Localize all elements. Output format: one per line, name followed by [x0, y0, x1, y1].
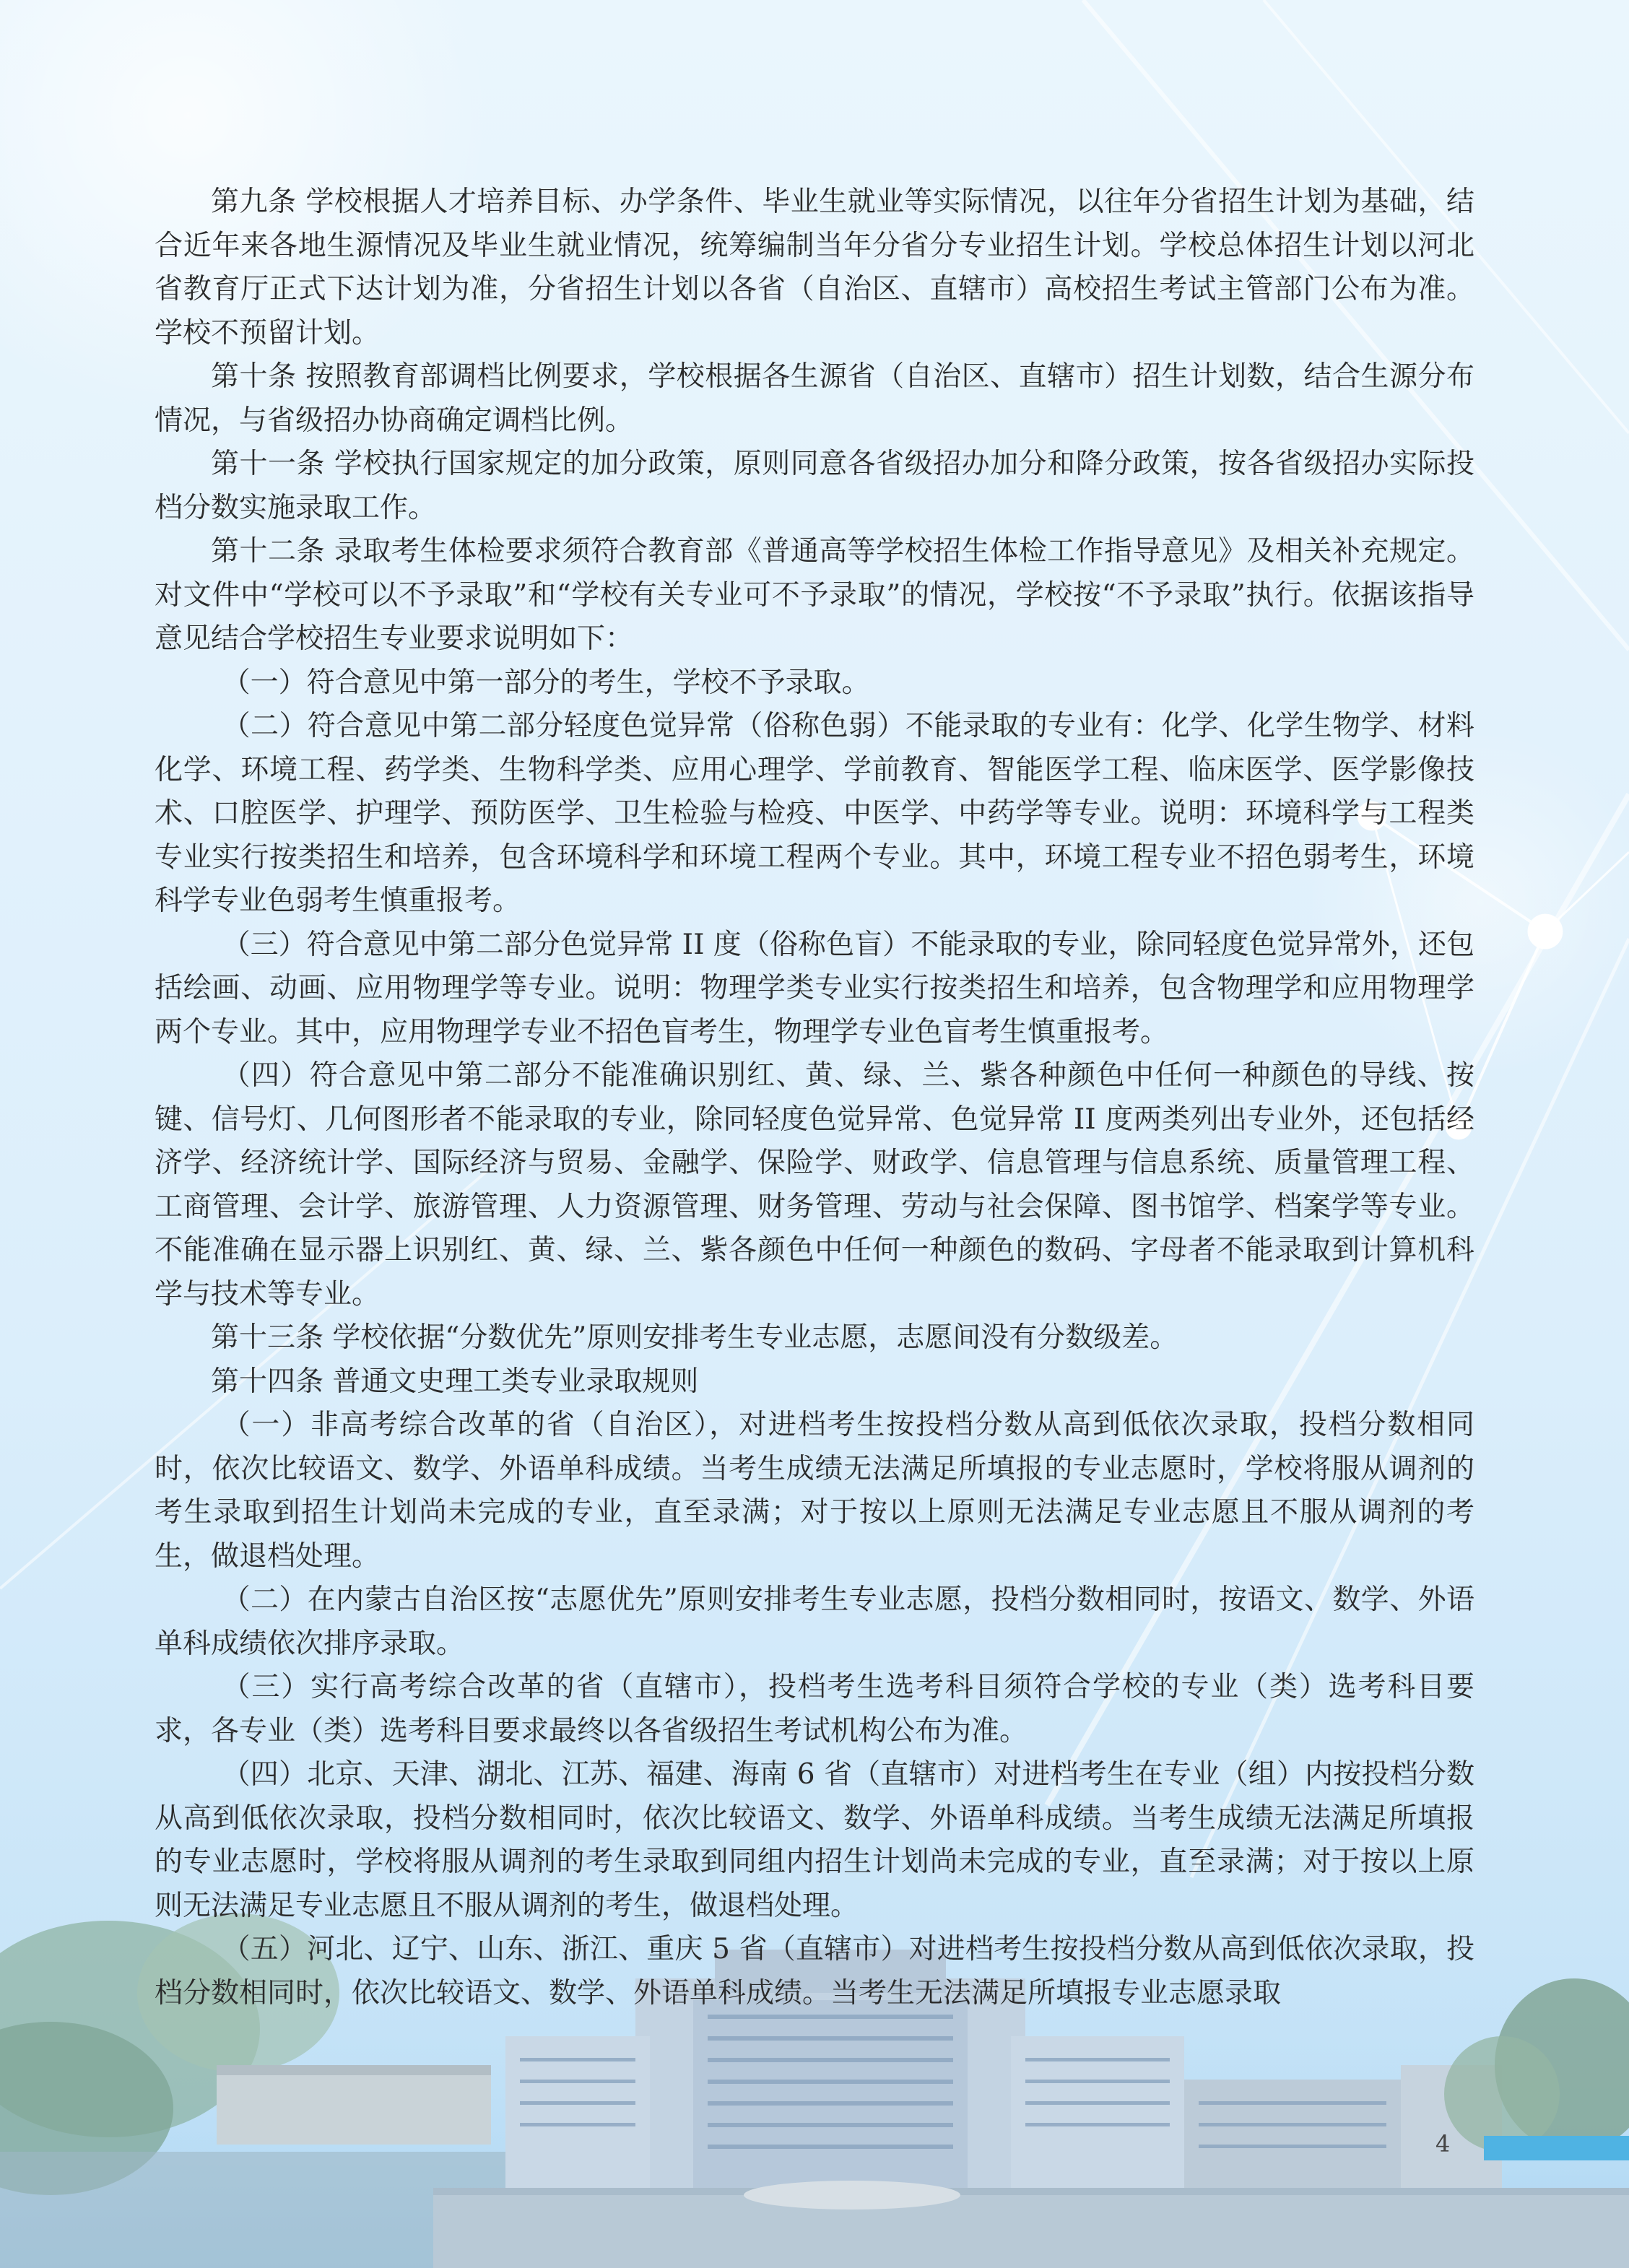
page-number: 4	[1435, 2130, 1451, 2158]
paragraph-article-12-item-2: （二）符合意见中第二部分轻度色觉异常（俗称色弱）不能录取的专业有：化学、化学生物学、材料化学、环境工程、药学类、生物科学类、应用心理学、学前教育、智能医学工程、临床医学、医学影像技术、口腔医学、护理学、预防医学、卫生检验与检疫、中医学、中药学等专业。说明：环境科学与工程类专业实行按类招生和培养，包含环境科学和环境工程两个专业。其中，环境工程专业不招色弱考生，环境科学专业色弱考生慎重报考。	[155, 710, 1474, 917]
paragraph-article-14-item-1: （一）非高考综合改革的省（自治区），对进档考生按投档分数从高到低依次录取，投档分数相同时，依次比较语文、数学、外语单科成绩。当考生成绩无法满足所填报的专业志愿时，学校将服从调剂的考生录取到招生计划尚未完成的专业，直至录满；对于按以上原则无法满足专业志愿且不服从调剂的考生，做退档处理。	[155, 1409, 1474, 1573]
paragraph-article-10: 第十条 按照教育部调档比例要求，学校根据各生源省（自治区、直辖市）招生计划数，结合生源分布情况，与省级招办协商确定调档比例。	[155, 360, 1474, 437]
paragraph-article-9: 第九条 学校根据人才培养目标、办学条件、毕业生就业等实际情况，以往年分省招生计划为基础，结合近年来各地生源情况及毕业生就业情况，统筹编制当年分省分专业招生计划。学校总体招生计划以河北省教育厅正式下达计划为准，分省招生计划以各省（自治区、直辖市）高校招生考试主管部门公布为准。学校不预留计划。	[155, 186, 1474, 349]
paragraph-article-14-item-2: （二）在内蒙古自治区按“志愿优先”原则安排考生专业志愿，投档分数相同时，按语文、数学、外语单科成绩依次排序录取。	[155, 1583, 1474, 1660]
paragraph-article-14: 第十四条 普通文史理工类专业录取规则	[211, 1365, 699, 1398]
paragraph-article-12-item-4: （四）符合意见中第二部分不能准确识别红、黄、绿、兰、紫各种颜色中任何一种颜色的导线、按键、信号灯、几何图形者不能录取的专业，除同轻度色觉异常、色觉异常 II 度两类列出专业外，还包括经济学、经济统计学、国际经济与贸易、金融学、保险学、财政学、信息管理与信息系统、质量管理工程、工商管理、会计学、旅游管理、人力资源管理、财务管理、劳动与社会保障、图书馆学、档案学等专业。不能准确在显示器上识别红、黄、绿、兰、紫各颜色中任何一种颜色的数码、字母者不能录取到计算机科学与技术等专业。	[155, 1059, 1474, 1311]
paragraph-article-13: 第十三条 学校依据“分数优先”原则安排考生专业志愿，志愿间没有分数级差。	[211, 1321, 1178, 1354]
paragraph-article-12-item-1: （一）符合意见中第一部分的考生，学校不予录取。	[222, 666, 870, 699]
paragraph-article-14-item-5: （五）河北、辽宁、山东、浙江、重庆 5 省（直辖市）对进档考生按投档分数从高到低依次录取，投档分数相同时，依次比较语文、数学、外语单科成绩。当考生无法满足所填报专业志愿录取	[155, 1933, 1474, 2010]
paragraph-article-14-item-4: （四）北京、天津、湖北、江苏、福建、海南 6 省（直辖市）对进档考生在专业（组）内按投档分数从高到低依次录取，投档分数相同时，依次比较语文、数学、外语单科成绩。当考生成绩无法满足所填报的专业志愿时，学校将服从调剂的考生录取到同组内招生计划尚未完成的专业，直至录满；对于按以上原则无法满足专业志愿且不服从调剂的考生，做退档处理。	[155, 1758, 1474, 1922]
page-tab-accent	[1484, 2136, 1629, 2160]
paragraph-article-12-item-3: （三）符合意见中第二部分色觉异常 II 度（俗称色盲）不能录取的专业，除同轻度色觉异常外，还包括绘画、动画、应用物理学等专业。说明：物理学类专业实行按类招生和培养，包含物理学和应用物理学两个专业。其中，应用物理学专业不招色盲考生，物理学专业色盲考生慎重报考。	[155, 928, 1474, 1048]
paragraph-article-12: 第十二条 录取考生体检要求须符合教育部《普通高等学校招生体检工作指导意见》及相关补充规定。对文件中“学校可以不予录取”和“学校有关专业可不予录取”的情况，学校按“不予录取”执行。依据该指导意见结合学校招生专业要求说明如下：	[155, 535, 1474, 655]
paragraph-article-11: 第十一条 学校执行国家规定的加分政策，原则同意各省级招办加分和降分政策，按各省级招办实际投档分数实施录取工作。	[155, 448, 1474, 524]
article-body	[155, 181, 1474, 2015]
paragraph-article-14-item-3: （三）实行高考综合改革的省（直辖市），投档考生选考科目须符合学校的专业（类）选考科目要求，各专业（类）选考科目要求最终以各省级招生考试机构公布为准。	[155, 1671, 1474, 1747]
